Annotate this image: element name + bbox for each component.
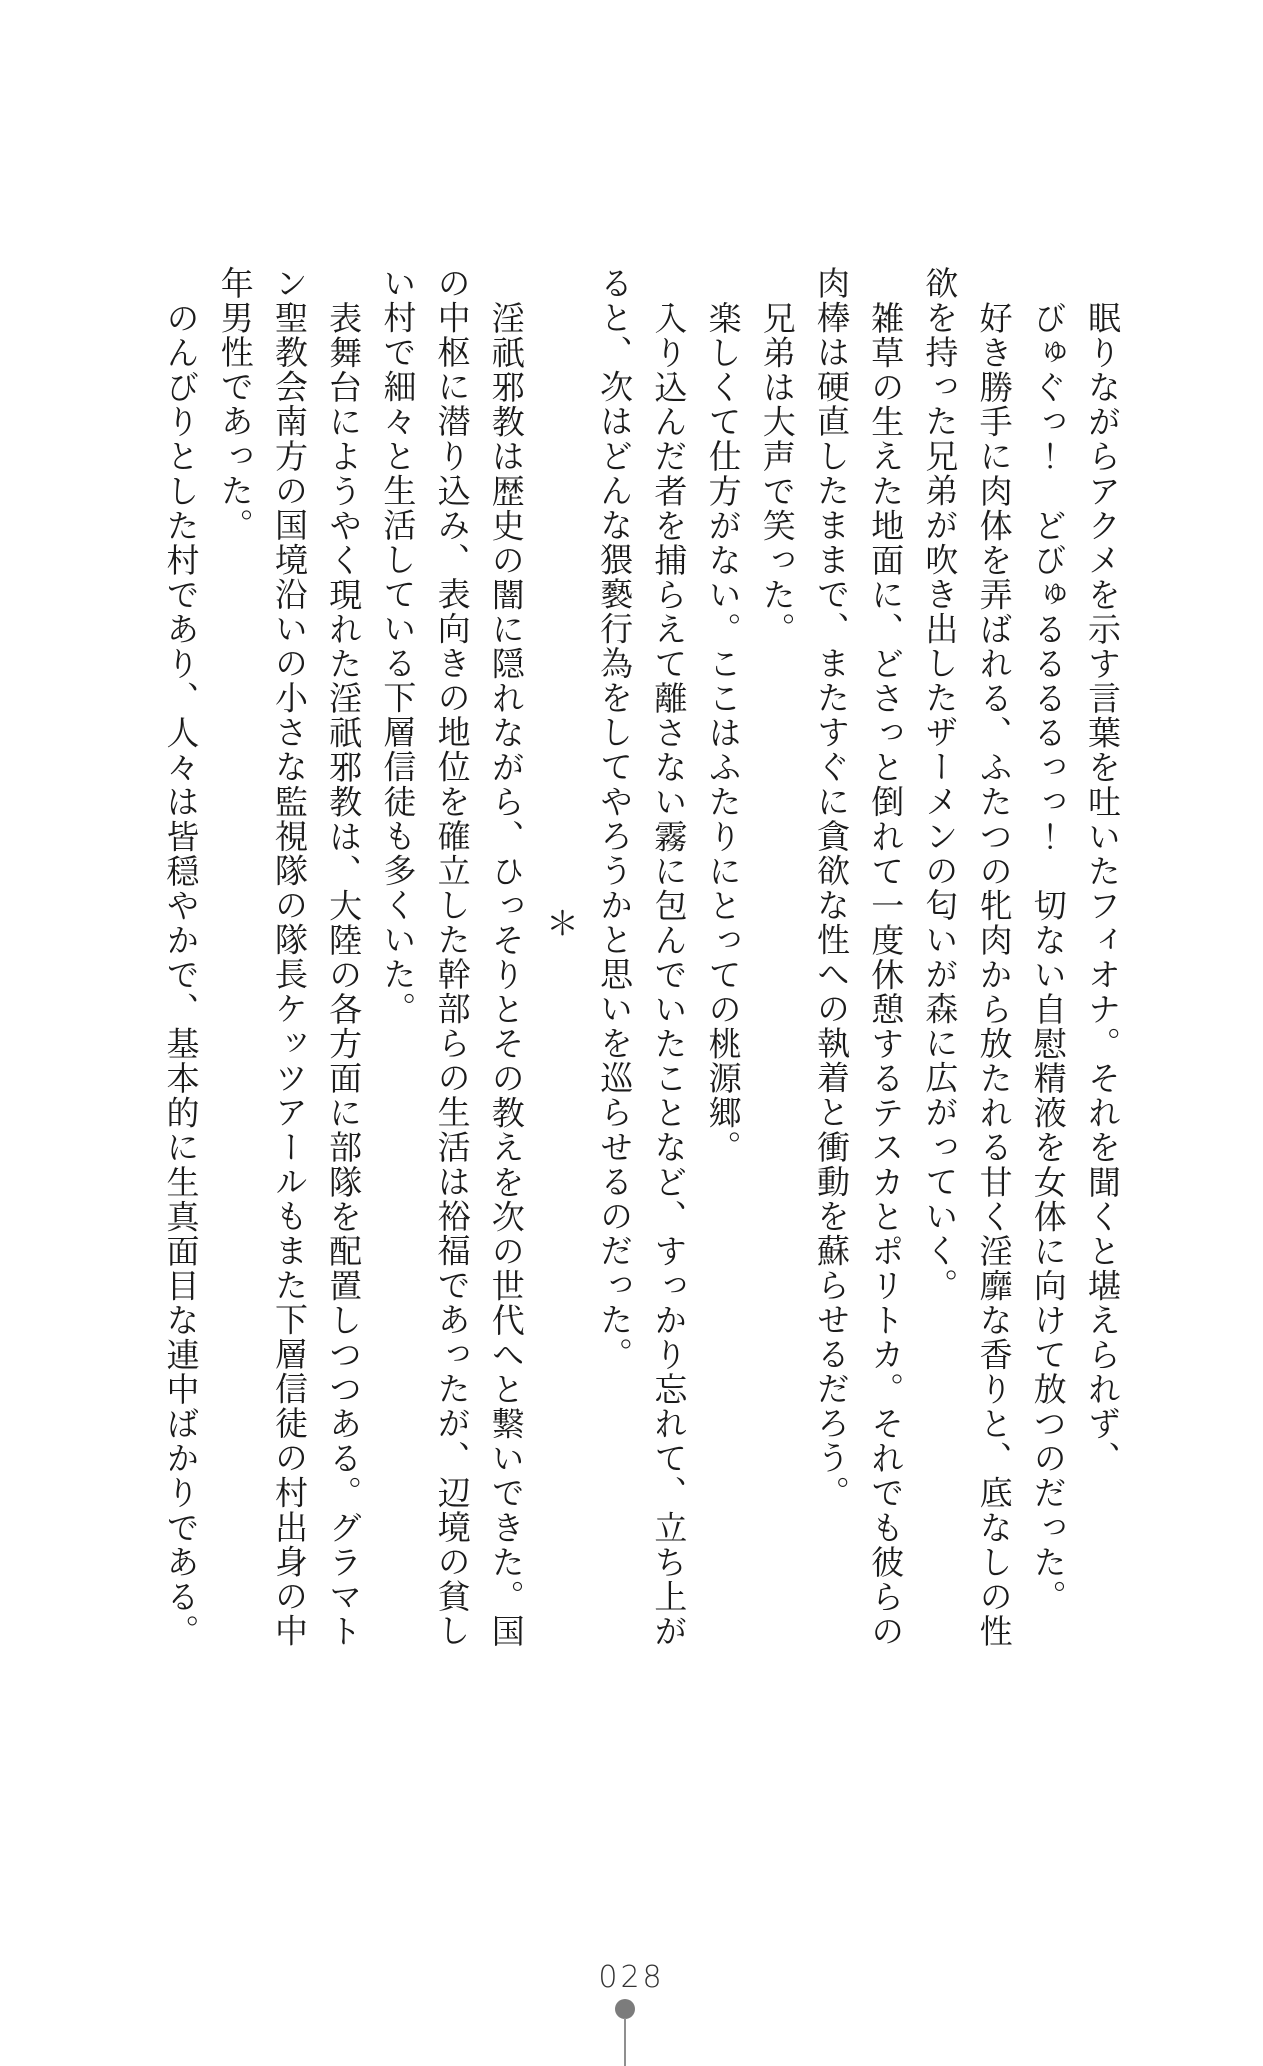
footer-line-marker (624, 2018, 626, 2066)
text-column: 好き勝手に肉体を弄ばれる、ふたつの牝肉から放たれる甘く淫靡な香りと、底なしの性 (974, 300, 1011, 1648)
text-column: 眠りながらアクメを示す言葉を吐いたフィオナ。それを聞くと堪えられず、 (1083, 300, 1119, 1476)
text-column: 表舞台にようやく現れた淫祇邪教は、大陸の各方面に部隊を配置しつつある。グラマト (324, 300, 361, 1648)
text-column: びゅぐっ！ どびゅるるるるっっ！ 切ない自慰精液を女体に向けて放つのだった。 (1028, 300, 1065, 1614)
section-separator: ＊ (540, 906, 577, 941)
text-column: 年男性であった。 (215, 266, 252, 543)
text-column: 兄弟は大声で笑った。 (757, 300, 794, 646)
text-column: い村で細々と生活している下層信徒も多くいた。 (378, 266, 415, 1027)
footer-dot-marker (615, 1999, 635, 2019)
text-column: 楽しくて仕方がない。ここはふたりにとっての桃源郷。 (703, 300, 740, 1165)
text-column: ると、次はどんな猥褻行為をしてやろうかと思いを巡らせるのだった。 (595, 266, 632, 1372)
text-column: 欲を持った兄弟が吹き出したザーメンの匂いが森に広がっていく。 (920, 266, 957, 1303)
page-number: 028 (598, 1960, 665, 1995)
text-column: ン聖教会南方の国境沿いの小さな監視隊の隊長ケッツアールもまた下層信徒の村出身の中 (269, 266, 306, 1648)
text-column: の中枢に潜り込み、表向きの地位を確立した幹部らの生活は裕福であったが、辺境の貧し (432, 266, 469, 1648)
text-column: 肉棒は硬直したままで、またすぐに貪欲な性への執着と衝動を蘇らせるだろう。 (811, 266, 848, 1510)
text-column: 雑草の生えた地面に、どさっと倒れて一度休憩するテスカとポリトカ。それでも彼らの (866, 300, 903, 1648)
text-column: 入り込んだ者を捕らえて離さない霧に包んでいたことなど、すっかり忘れて、立ち上が (649, 300, 686, 1648)
text-column: のんびりとした村であり、人々は皆穏やかで、基本的に生真面目な連中ばかりである。 (161, 300, 198, 1648)
text-block (152, 266, 1128, 1656)
text-column: 淫祇邪教は歴史の闇に隠れながら、ひっそりとその教えを次の世代へと繋いできた。国 (486, 300, 523, 1648)
